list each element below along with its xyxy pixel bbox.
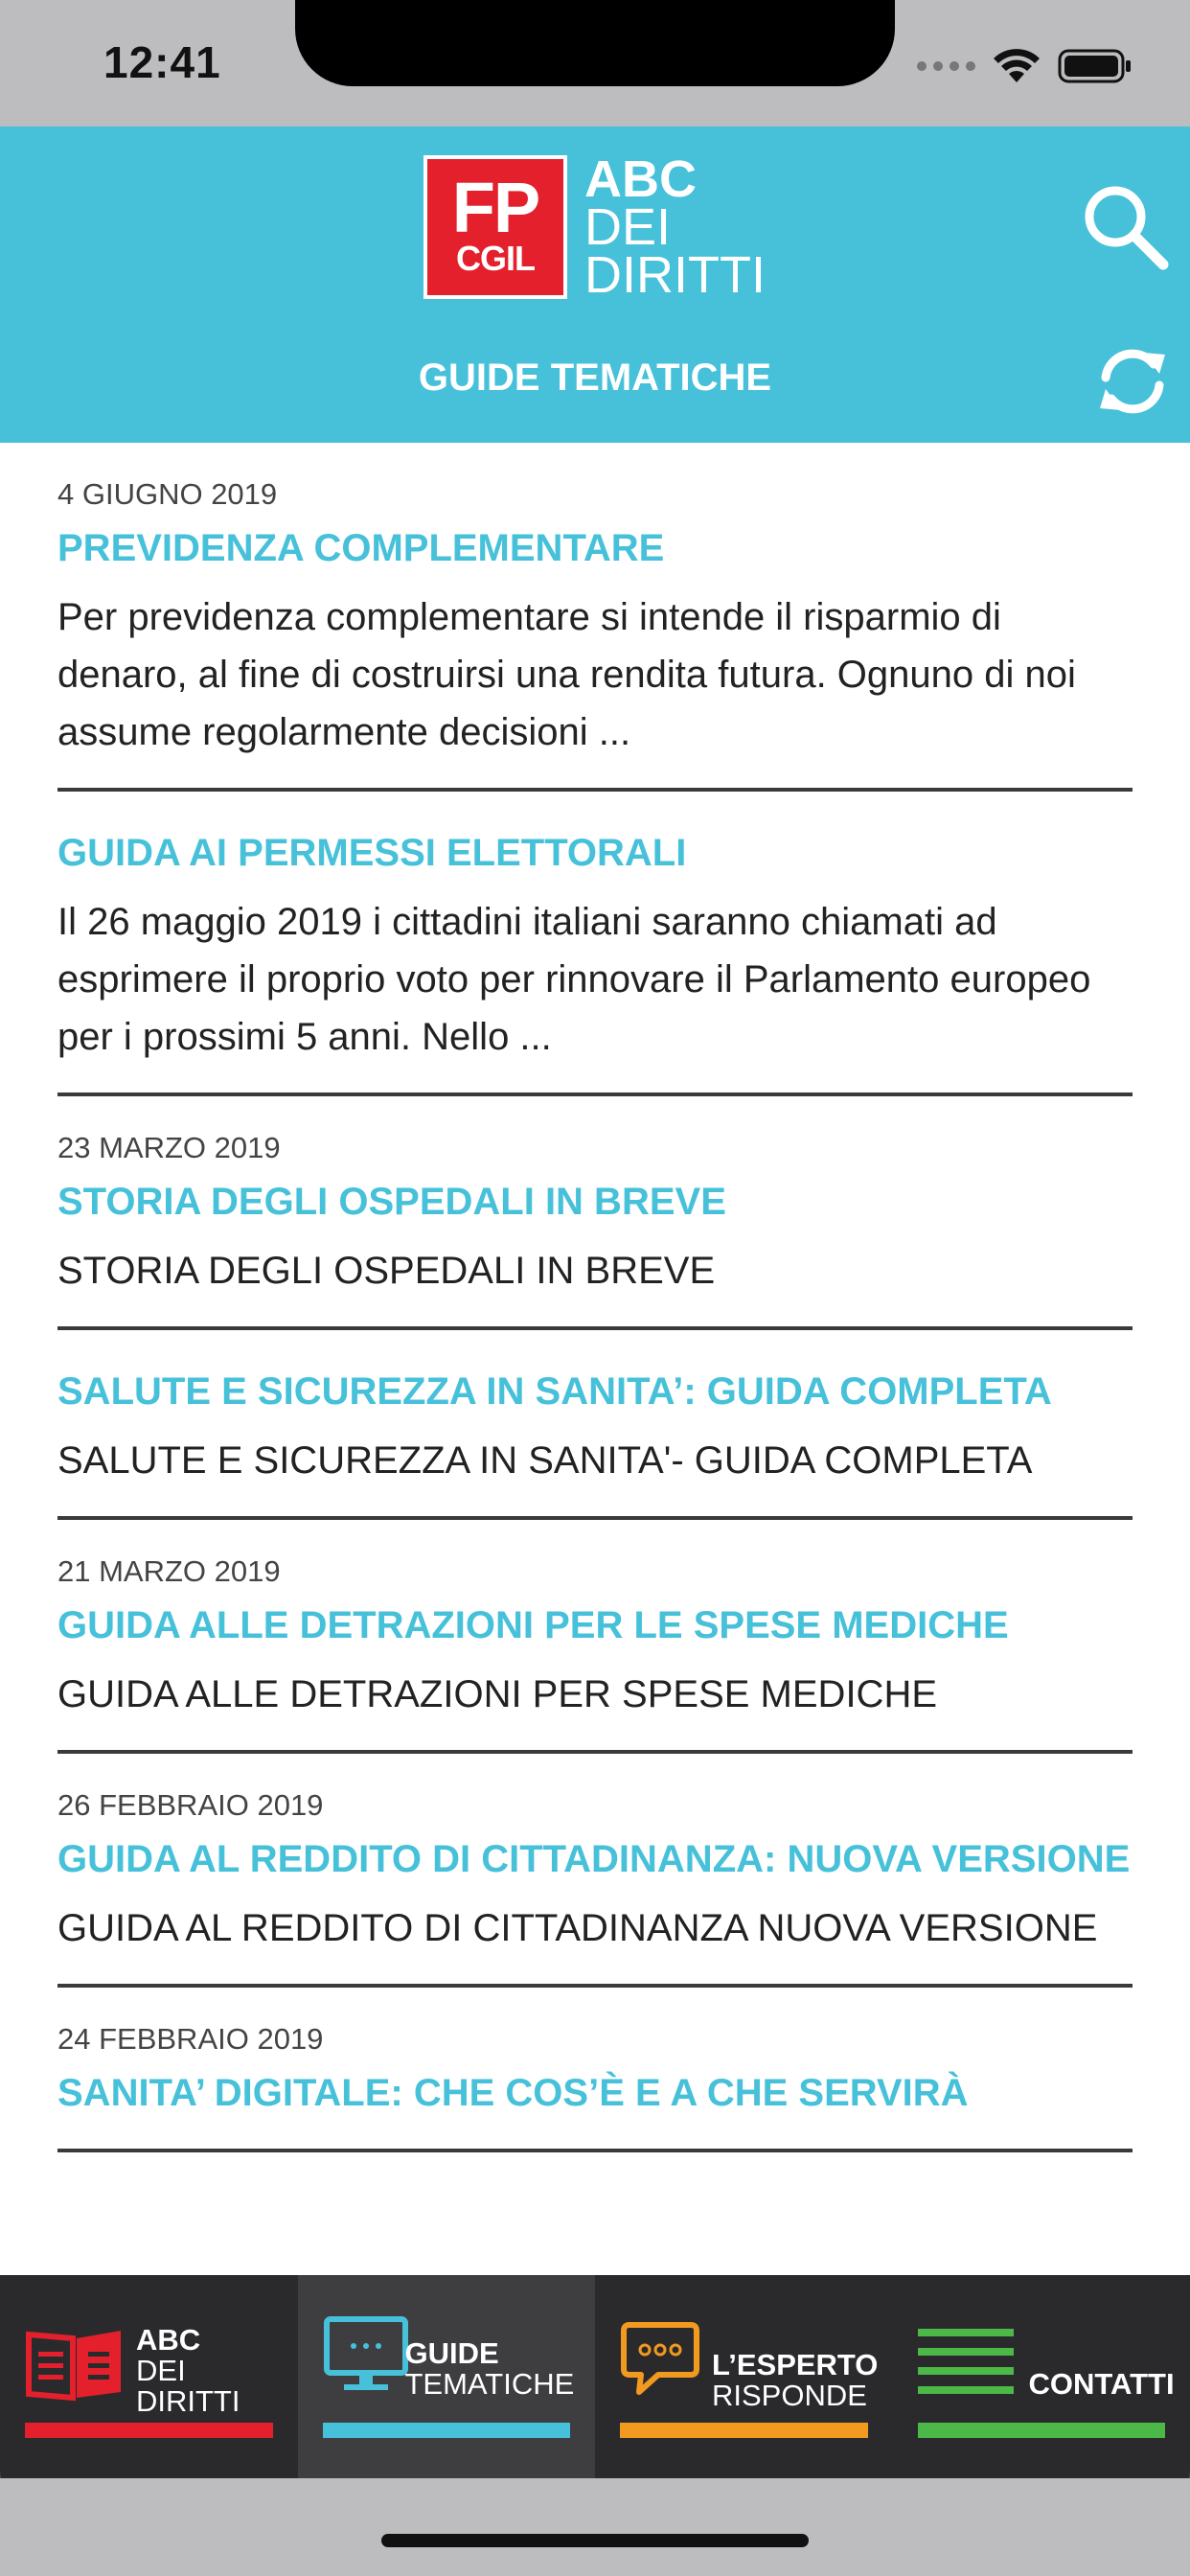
item-description: GUIDA AL REDDITO DI CITTADINANZA NUOVA VERSIONE <box>57 1907 1098 1949</box>
item-description: Il 26 maggio 2019 i cittadini italiani saranno chiamati ad esprimere il proprio voto per rinnovare il Parlamento europeo per i prossimi 5 anni. Nello ... <box>57 901 1091 1058</box>
tab-label <box>405 2338 575 2400</box>
fp-cgil-logo <box>423 155 567 299</box>
item-title[interactable]: PREVIDENZA COMPLEMENTARE <box>57 527 665 569</box>
list-item[interactable] <box>57 792 1133 1096</box>
list-item[interactable] <box>57 1520 1133 1754</box>
page-title: GUIDE TEMATICHE <box>418 356 772 399</box>
logo-line-1: ABC <box>584 150 697 208</box>
item-description: Per previdenza complementare si intende il risparmio di denaro, al fine di costruirsi una rendita futura. Ognuno di noi assume regolarmente decisioni ... <box>57 596 1076 753</box>
tab-label-line-1: ABC <box>136 2323 201 2357</box>
signal-icon <box>917 61 975 71</box>
logo-wordmark <box>584 150 766 304</box>
tab-label-line-2: DEI <box>136 2354 186 2387</box>
monitor-icon <box>323 2315 409 2396</box>
list-item[interactable] <box>57 1330 1133 1520</box>
item-date: 21 MARZO 2019 <box>57 1554 281 1588</box>
list-item[interactable] <box>57 1754 1133 1988</box>
item-date: 4 GIUGNO 2019 <box>57 477 278 511</box>
tab-label-line-1: GUIDE <box>404 2336 499 2370</box>
search-icon[interactable] <box>1079 180 1171 272</box>
item-title[interactable]: SANITA’ DIGITALE: CHE COS’È E A CHE SERVIRÀ <box>57 2072 969 2114</box>
battery-icon <box>1058 48 1133 84</box>
item-title[interactable]: GUIDA ALLE DETRAZIONI PER LE SPESE MEDICHE <box>57 1604 1009 1646</box>
item-title[interactable]: GUIDA AL REDDITO DI CITTADINANZA: NUOVA VERSIONE <box>57 1838 1131 1880</box>
status-icons <box>917 42 1133 90</box>
item-date: 24 FEBBRAIO 2019 <box>57 2022 324 2056</box>
logo-cgil: CGIL <box>456 239 535 278</box>
tab-label <box>712 2350 878 2411</box>
list-item[interactable] <box>57 1988 1133 2152</box>
item-description: STORIA DEGLI OSPEDALI IN BREVE <box>57 1250 716 1292</box>
list-item[interactable] <box>57 1096 1133 1330</box>
book-icon <box>25 2325 126 2402</box>
tab-label <box>1029 2369 1175 2400</box>
item-title[interactable]: SALUTE E SICUREZZA IN SANITA’: GUIDA COMPLETA <box>57 1370 1052 1413</box>
tab-label-line-3: DIRITTI <box>136 2384 240 2418</box>
logo-line-2: DEI <box>584 198 672 256</box>
chat-bubble-icon <box>620 2321 700 2398</box>
item-date: 26 FEBBRAIO 2019 <box>57 1788 324 1822</box>
tab-label-line-1: L’ESPERTO <box>712 2348 879 2381</box>
item-title[interactable]: STORIA DEGLI OSPEDALI IN BREVE <box>57 1181 726 1223</box>
refresh-icon[interactable] <box>1094 343 1171 420</box>
status-time: 12:41 <box>103 37 221 87</box>
tab-color-bar <box>25 2423 273 2438</box>
tab-abc-dei-diritti[interactable] <box>0 2275 298 2478</box>
list-item[interactable] <box>57 443 1133 792</box>
wifi-icon <box>993 48 1041 84</box>
item-date: 23 MARZO 2019 <box>57 1131 281 1164</box>
tab-color-bar <box>620 2423 868 2438</box>
guide-list[interactable] <box>0 443 1190 2275</box>
logo-line-3: DIRITTI <box>584 246 766 304</box>
item-title[interactable]: GUIDA AI PERMESSI ELETTORALI <box>57 832 687 874</box>
app-header <box>0 126 1190 443</box>
tab-label-line-1: CONTATTI <box>1028 2367 1175 2401</box>
notch <box>295 0 895 86</box>
logo-fp: FP <box>451 168 539 247</box>
tab-esperto-risponde[interactable] <box>595 2275 893 2478</box>
home-indicator[interactable] <box>381 2534 809 2547</box>
list-lines-icon <box>918 2329 1014 2396</box>
tab-label-line-2: TEMATICHE <box>404 2367 575 2401</box>
item-description: SALUTE E SICUREZZA IN SANITA'- GUIDA COMPLETA <box>57 1439 1033 1482</box>
tab-label <box>136 2325 240 2417</box>
tab-color-bar <box>918 2423 1166 2438</box>
tab-contatti[interactable] <box>893 2275 1190 2478</box>
app-logo <box>423 150 766 304</box>
tab-guide-tematiche[interactable] <box>298 2275 596 2478</box>
home-area <box>0 2478 1190 2576</box>
tab-label-line-2: RISPONDE <box>712 2379 867 2412</box>
tab-color-bar <box>323 2423 571 2438</box>
status-bar <box>0 0 1190 126</box>
tab-bar <box>0 2275 1190 2478</box>
item-description: GUIDA ALLE DETRAZIONI PER SPESE MEDICHE <box>57 1673 938 1715</box>
